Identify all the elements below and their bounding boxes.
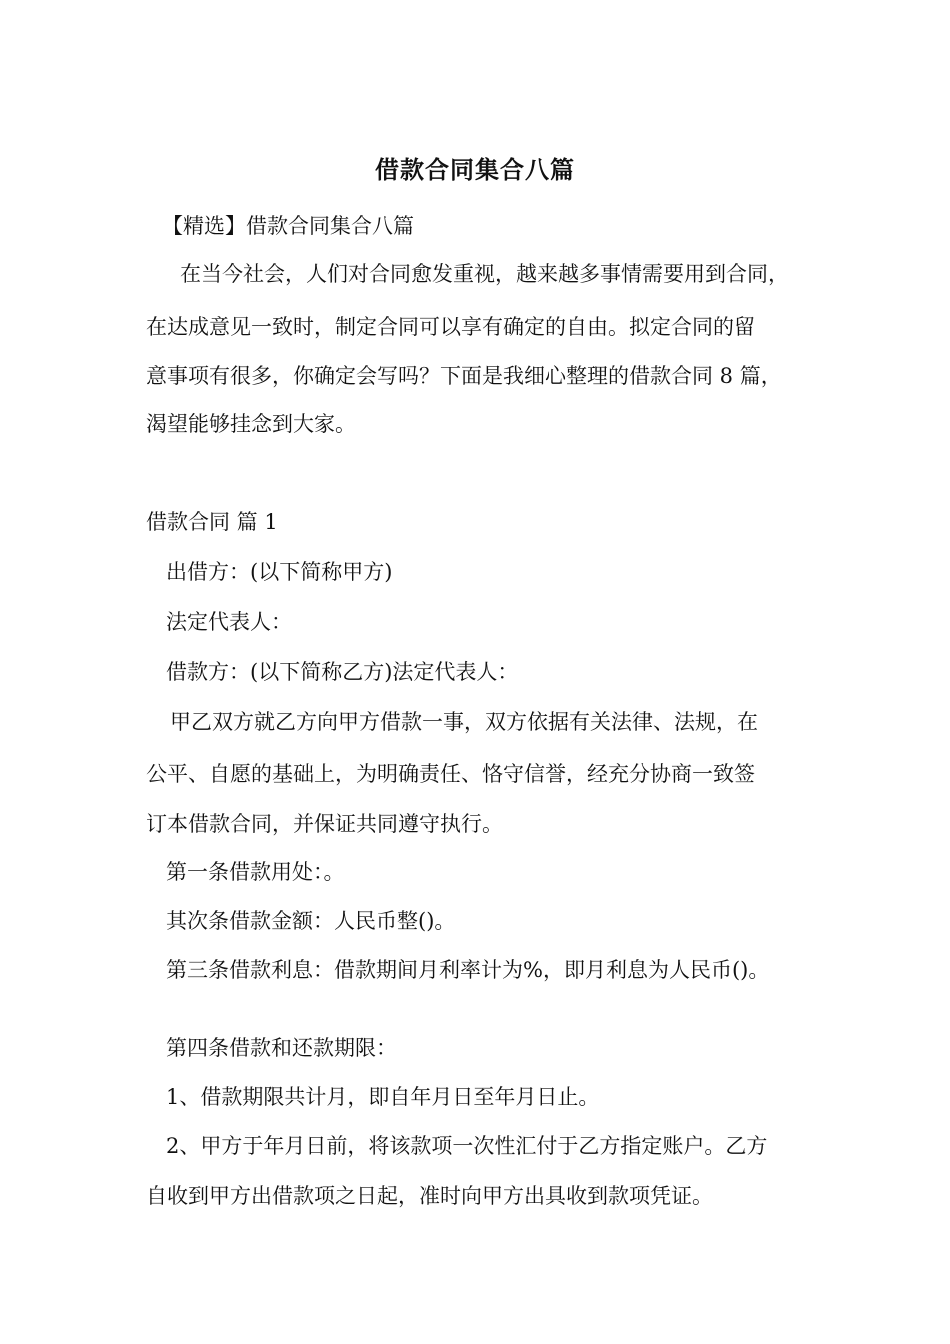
para1-line-2: 公平、自愿的基础上，为明确责任、恪守信誉，经充分协商一致签 bbox=[146, 762, 755, 786]
item-2-line-2: 自收到甲方出借款项之日起，准时向甲方出具收到款项凭证。 bbox=[146, 1184, 713, 1208]
article-2: 其次条借款金额：人民币整()。 bbox=[166, 909, 456, 933]
borrower-line: 借款方：(以下简称乙方)法定代表人： bbox=[166, 660, 519, 684]
item-2-line-1: 2、甲方于年月日前，将该款项一次性汇付于乙方指定账户。乙方 bbox=[166, 1134, 768, 1158]
para1-line-3: 订本借款合同，并保证共同遵守执行。 bbox=[146, 812, 503, 836]
intro-line-4: 渴望能够挂念到大家。 bbox=[146, 412, 356, 436]
legal-rep-line: 法定代表人： bbox=[166, 610, 292, 634]
article-1: 第一条借款用处：。 bbox=[166, 860, 345, 884]
intro-line-3: 意事项有很多，你确定会写吗？下面是我细心整理的借款合同 8 篇， bbox=[146, 364, 782, 388]
subtitle: 【精选】借款合同集合八篇 bbox=[162, 214, 414, 238]
intro-line-1: 在当今社会，人们对合同愈发重视，越来越多事情需要用到合同， bbox=[180, 262, 789, 286]
item-1: 1、借款期限共计月，即自年月日至年月日止。 bbox=[166, 1085, 600, 1109]
para1-line-1: 甲乙双方就乙方向甲方借款一事，双方依据有关法律、法规，在 bbox=[170, 710, 758, 734]
intro-line-2: 在达成意见一致时，制定合同可以享有确定的自由。拟定合同的留 bbox=[146, 315, 755, 339]
article-4: 第四条借款和还款期限： bbox=[166, 1036, 397, 1060]
article-3: 第三条借款利息：借款期间月利率计为%，即月利息为人民币()。 bbox=[166, 958, 770, 982]
section-heading: 借款合同 篇 1 bbox=[146, 510, 278, 534]
document-title: 借款合同集合八篇 bbox=[375, 156, 575, 184]
lender-line: 出借方：(以下简称甲方) bbox=[166, 560, 393, 584]
